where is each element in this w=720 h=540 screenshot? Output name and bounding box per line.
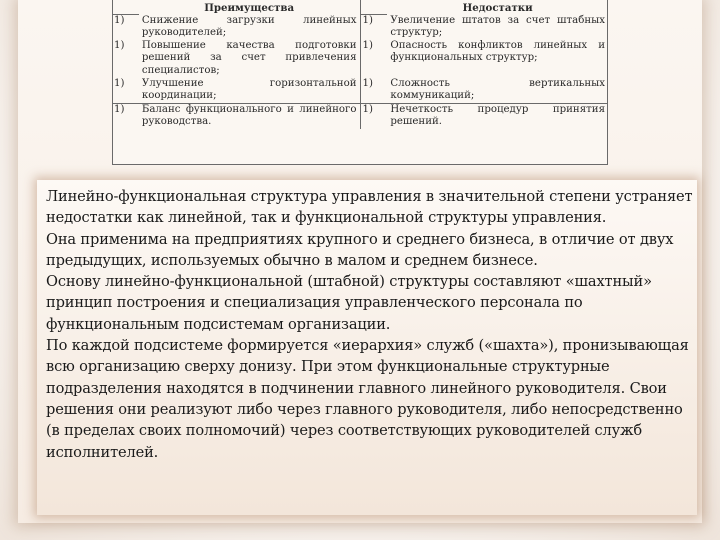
paragraph-intro: Линейно-функциональная структура управления в значительной степени устраняет недостатки как линейной, так и функциональной структуры управления. — [46, 188, 693, 227]
disadvantage-number: 1) — [360, 15, 387, 40]
disadvantage-text: Сложность вертикальных коммуникаций; — [387, 78, 608, 104]
disadvantages-header: Недостатки — [462, 2, 533, 14]
comparison-table — [112, 0, 608, 165]
advantages-header: Преимущества — [204, 2, 295, 14]
advantage-text: Повышение качества подготовки решений за счет привлечения специалистов; — [141, 39, 357, 76]
disadvantage-number: 1) — [360, 78, 387, 104]
advantage-number: 1) — [112, 78, 139, 104]
paragraph-basis: Основу линейно-функциональной (штабной) структуры составляют «шахтный» принцип построения и специализация управленческого персонала по функциональным подсистемам организации. — [46, 273, 652, 333]
paragraph-hierarchy: По каждой подсистеме формируется «иерархия» служб («шахта»), пронизывающая всю организацию сверху донизу. При этом функциональные структурные подразделения находятся в подчинении главного линейного руководителя. Свои решения они реализуют либо через главного руководителя, либо непосредственно (в пределах своих полномочий) через соответствующих руководителей служб исполнителей. — [46, 337, 689, 461]
advantage-text: Улучшение горизонтальной координации; — [139, 78, 360, 104]
table-row — [112, 78, 608, 104]
table-row — [112, 15, 608, 40]
disadvantage-text: Увеличение штатов за счет штабных структур; — [390, 14, 605, 39]
table-row — [112, 40, 608, 78]
disadvantage-text: Опасность конфликтов линейных и функциональных структур; — [390, 39, 605, 64]
table-border-bottom — [112, 164, 608, 165]
content-text — [46, 186, 694, 463]
disadvantage-number: 1) — [360, 40, 387, 78]
advantage-text: Баланс функционального и линейного руководства. — [141, 103, 357, 128]
table-border-right — [607, 0, 608, 165]
advantage-text: Снижение загрузки линейных руководителей; — [141, 14, 357, 39]
advantage-number: 1) — [114, 39, 125, 51]
paragraph-applicability: Она применима на предприятиях крупного и среднего бизнеса, в отличие от двух предыдущих, используемых обычно в малом и среднем бизнесе. — [46, 230, 674, 269]
advantage-number: 1) — [114, 103, 125, 115]
table-row — [112, 103, 608, 129]
content-panel — [37, 180, 697, 515]
advantage-number: 1) — [114, 15, 125, 27]
disadvantage-number: 1) — [360, 103, 387, 129]
pros-cons-table — [112, 0, 608, 129]
disadvantage-text: Нечеткость процедур принятия решений. — [390, 103, 605, 128]
table-border-left — [112, 0, 113, 165]
